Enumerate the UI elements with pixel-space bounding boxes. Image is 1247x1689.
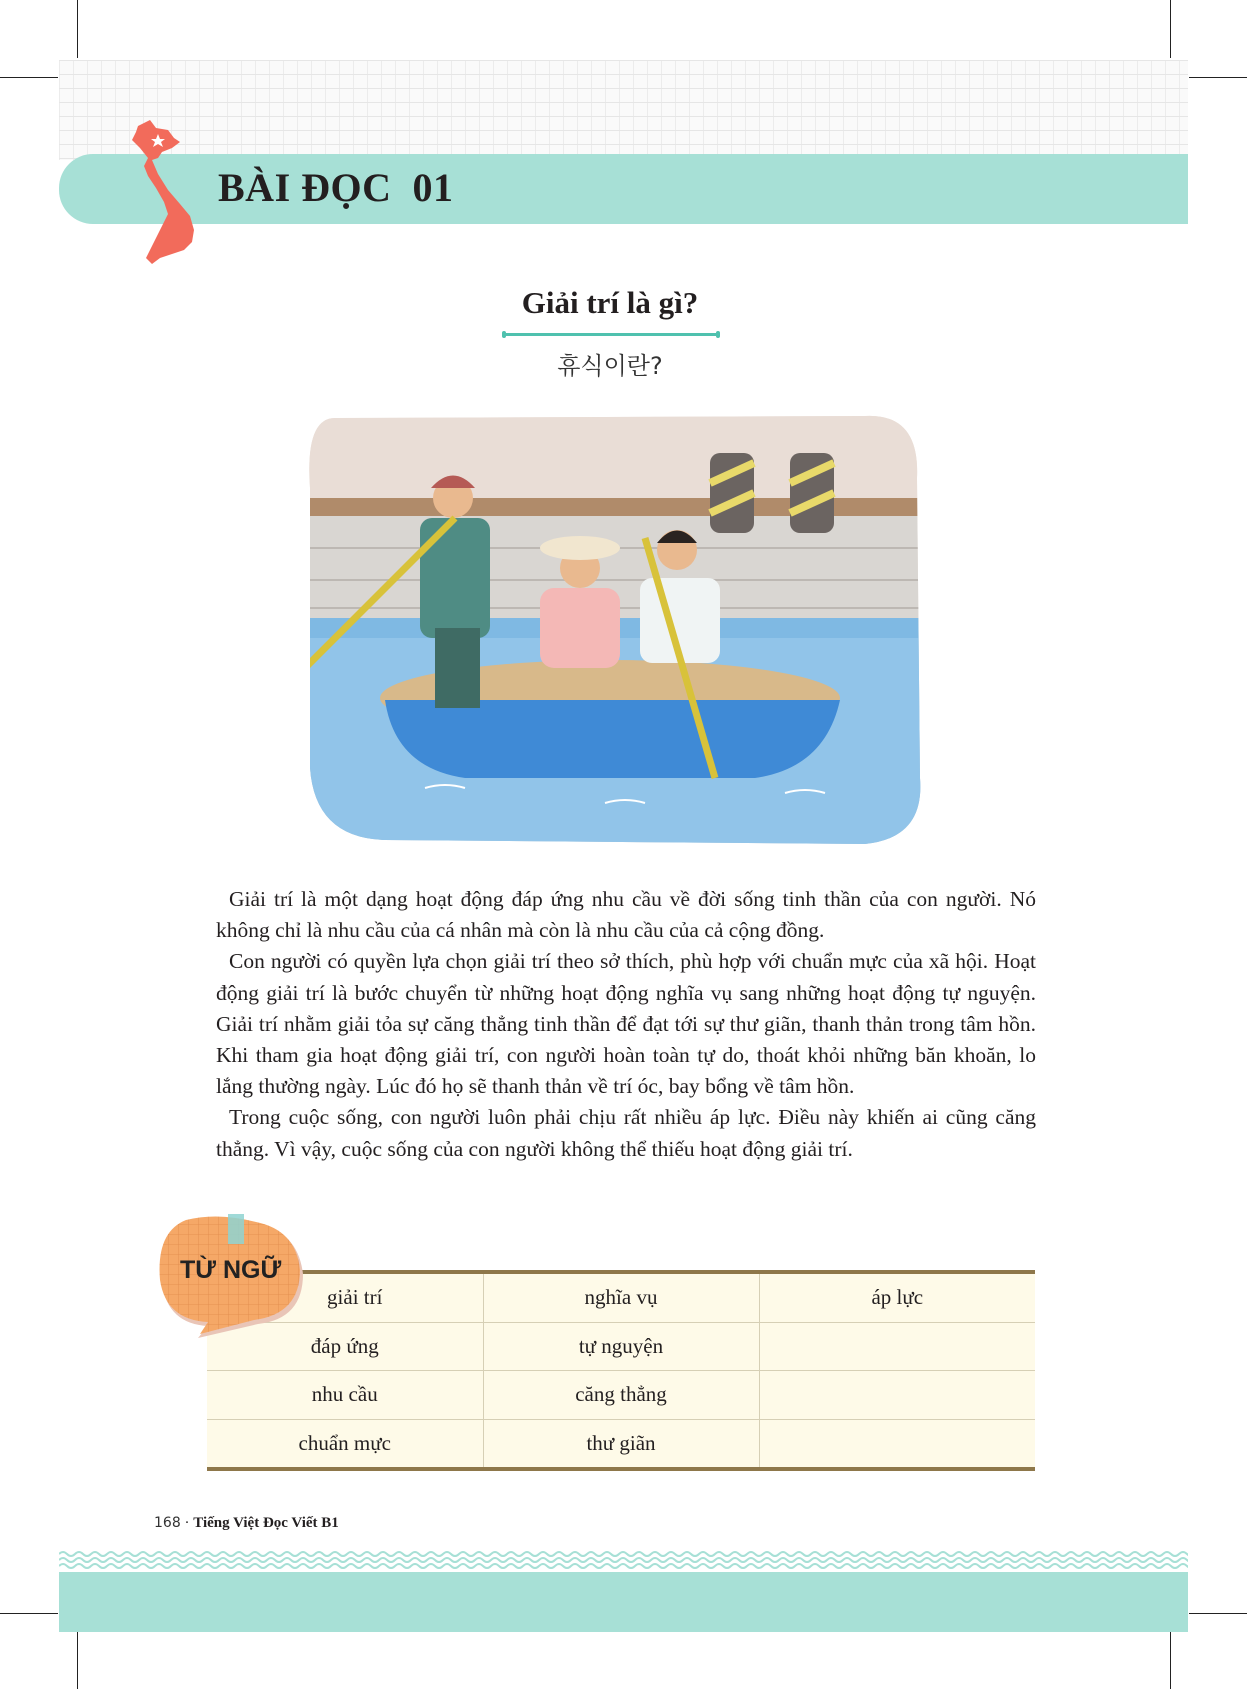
reading-subtitle: 휴식이란? xyxy=(557,352,663,380)
vietnam-map-icon xyxy=(128,118,208,266)
wave-line xyxy=(59,1564,1188,1568)
reading-body xyxy=(216,884,1036,1165)
vocabulary-label: TỪ NGỮ xyxy=(180,1256,282,1284)
lesson-title: BÀI ĐỌC 01 xyxy=(218,165,454,210)
vocab-cell: nhu cầu xyxy=(207,1371,483,1420)
crop-mark xyxy=(0,77,58,78)
vocab-cell: căng thẳng xyxy=(483,1371,759,1420)
table-row xyxy=(207,1419,1035,1469)
coracle-boat-illustration xyxy=(305,408,927,848)
table-row xyxy=(207,1371,1035,1420)
crop-mark xyxy=(0,1613,58,1614)
vocab-cell xyxy=(759,1322,1035,1371)
vocab-cell: đáp ứng xyxy=(207,1322,483,1371)
footer-separator: · xyxy=(180,1515,194,1531)
vocab-cell: tự nguyện xyxy=(483,1322,759,1371)
reading-title: Giải trí là gì? xyxy=(521,285,699,320)
wave-line xyxy=(59,1558,1188,1562)
vocab-cell: chuẩn mực xyxy=(207,1419,483,1469)
crop-mark xyxy=(1189,1613,1247,1614)
table-row xyxy=(207,1272,1035,1322)
paragraph: Giải trí là một dạng hoạt động đáp ứng nhu cầu về đời sống tinh thần của con người. Nó không chỉ là nhu cầu của cá nhân mà còn là nhu cầu của cả cộng đồng. xyxy=(216,887,1036,943)
page-footer xyxy=(154,1515,339,1532)
crop-mark xyxy=(77,0,78,58)
vocab-cell: nghĩa vụ xyxy=(483,1272,759,1322)
grid-background xyxy=(59,60,1188,160)
title-underline xyxy=(504,333,718,336)
page-number: 168 xyxy=(154,1515,181,1531)
paragraph: Con người có quyền lựa chọn giải trí theo sở thích, phù hợp với chuẩn mực của xã hội. Hoạt động giải trí là bước chuyển từ những hoạt động nghĩa vụ sang những hoạt động tự nguyện. Giải trí nhằm giải tỏa sự căng thẳng tinh thần để đạt tới sự thư giãn, thanh thản trong tâm hồn. Khi tham gia hoạt động giải trí, con người hoàn toàn tự do, thoát khỏi những băn khoăn, lo lắng thường ngày. Lúc đó họ sẽ thanh thản về trí óc, bay bổng về tâm hồn. xyxy=(216,949,1036,1099)
vocab-cell: áp lực xyxy=(759,1272,1035,1322)
crop-mark xyxy=(1189,77,1247,78)
crop-mark xyxy=(1170,1631,1171,1689)
wave-line xyxy=(59,1552,1188,1556)
vocab-cell: thư giãn xyxy=(483,1419,759,1469)
crop-mark xyxy=(1170,0,1171,58)
book-title: Tiếng Việt Đọc Viết B1 xyxy=(193,1515,339,1531)
paragraph: Trong cuộc sống, con người luôn phải chịu rất nhiều áp lực. Điều này khiến ai cũng căng thẳng. Vì vậy, cuộc sống của con người không thể thiếu hoạt động giải trí. xyxy=(216,1105,1036,1161)
vocabulary-table xyxy=(207,1270,1035,1471)
vocab-cell xyxy=(759,1371,1035,1420)
crop-mark xyxy=(77,1631,78,1689)
vocab-cell: giải trí xyxy=(207,1272,483,1322)
footer-wave-band xyxy=(59,1550,1188,1632)
table-row xyxy=(207,1322,1035,1371)
vocab-cell xyxy=(759,1419,1035,1469)
